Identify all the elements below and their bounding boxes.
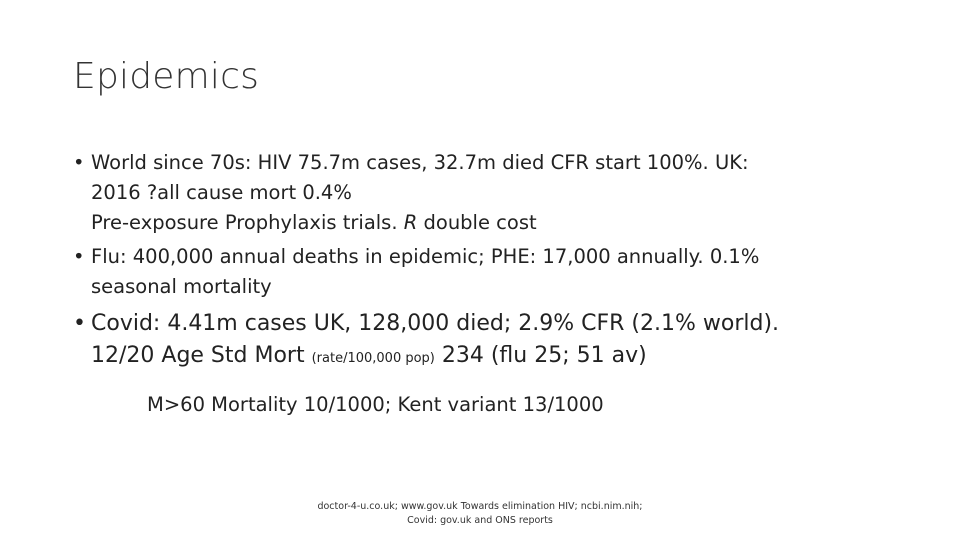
bullet-covid-line2-end: 234 (flu 25; 51 av): [434, 343, 647, 368]
bullet-hiv-line3-text: Pre-exposure Prophylaxis trials.: [91, 211, 404, 234]
bullet-covid-line1: Covid: 4.41m cases UK, 128,000 died; 2.9% CFR (2.1% world).: [91, 311, 780, 336]
bullet-marker: •: [73, 151, 85, 174]
bullet-covid-line2: [91, 340, 933, 375]
bullet-hiv-line3-end: double cost: [417, 211, 537, 234]
bullet-hiv: [73, 148, 933, 238]
footer-line1: doctor-4-u.co.uk; www.gov.uk Towards elimination HIV; ncbi.nim.nih;: [317, 501, 643, 512]
bullet-marker: •: [73, 245, 85, 268]
bullet-flu-line2: seasonal mortality: [91, 275, 272, 298]
bullet-hiv-line3: [91, 208, 933, 238]
sub-line: M>60 Mortality 10/1000; Kent variant 13/1000: [147, 393, 604, 416]
bullet-flu: [73, 242, 933, 302]
footer-sources: [280, 500, 680, 528]
bullet-marker: •: [73, 311, 86, 336]
slide-title: Epidemics: [73, 56, 260, 97]
bullet-covid: [73, 308, 933, 375]
bullet-list: [73, 148, 933, 375]
bullet-flu-line1: Flu: 400,000 annual deaths in epidemic; PHE: 17,000 annually. 0.1%: [91, 245, 760, 268]
bullet-hiv-line2: 2016 ?all cause mort 0.4%: [91, 181, 352, 204]
bullet-hiv-line3-italic: R: [403, 211, 418, 234]
bullet-covid-line2-text: 12/20 Age Std Mort: [91, 343, 312, 368]
bullet-covid-line2-small: (rate/100,000 pop): [311, 351, 435, 366]
bullet-hiv-line1: World since 70s: HIV 75.7m cases, 32.7m died CFR start 100%. UK:: [91, 151, 749, 174]
footer-line2: Covid: gov.uk and ONS reports: [407, 515, 553, 526]
